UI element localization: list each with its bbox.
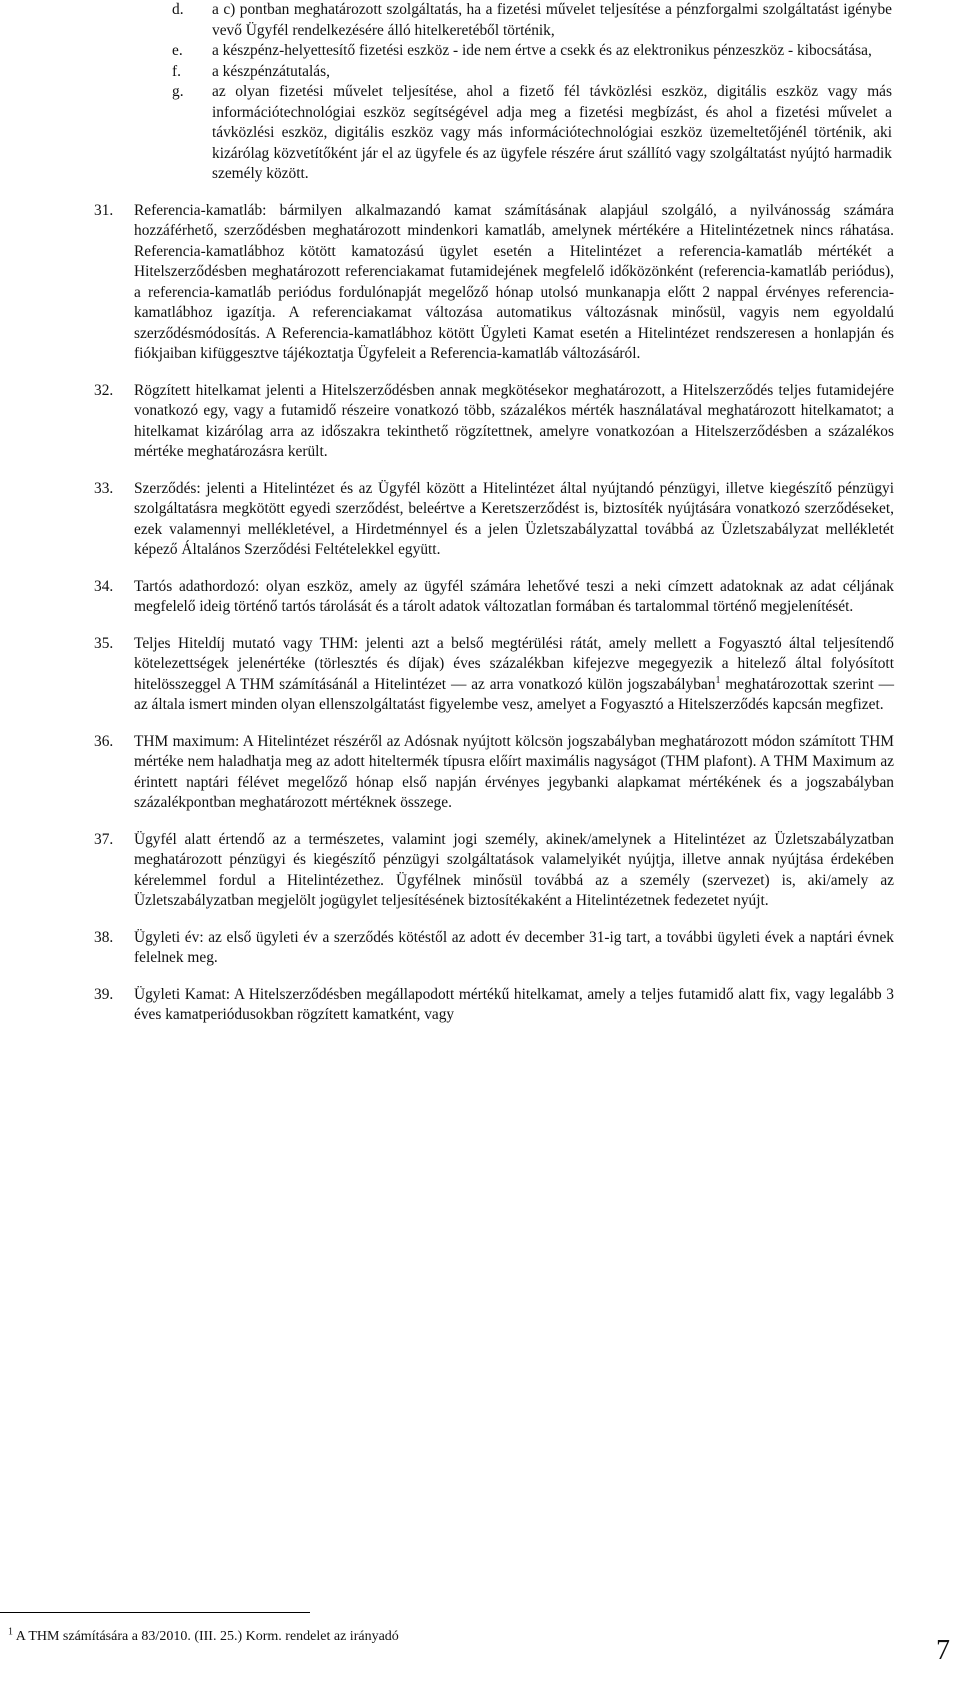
item-text: Ügyleti év: az első ügyleti év a szerződés kötéstől az adott év december 31-ig tart, a további ügyleti évek a naptári évnek felelnek meg. (134, 928, 894, 966)
item-text: Rögzített hitelkamat jelenti a Hitelszerződésben annak megkötésekor meghatározott, a Hitelszerződés teljes futamidejére vonatkozó egy, vagy a futamidő részeire vonatkozó több, százalékos mérték használatával meghatározott hitelkamatot; a hitelkamat kizárólag arra az időszakra tekinthető rögzítettnek, amelyre vonatkozóan a Hitelszerződésben a százalékos mértéke meghatározásra került. (134, 381, 894, 460)
item-number: 32. (94, 381, 114, 399)
definition-item-31 (94, 201, 894, 365)
page-number: 7 (936, 1635, 950, 1666)
definition-item-36 (94, 732, 894, 814)
definition-item-35 (94, 634, 894, 716)
item-number: 35. (94, 634, 114, 652)
sub-item-letter: d. (172, 1, 184, 18)
footnote-reference: 1 (715, 674, 721, 686)
sub-item-text: a c) pontban meghatározott szolgáltatás, ha a fizetési művelet teljesítése a pénzforgalmi szolgáltatást igénybe vevő Ügyfél rendelkezésére álló hitelkeretéből történik, (212, 1, 892, 39)
item-text: Ügyleti Kamat: A Hitelszerződésben megállapodott mértékű hitelkamat, amely a teljes futamidő alatt fix, vagy legalább 3 éves kamatperiódusokban rögzített kamatként, vagy (134, 985, 894, 1023)
footnote-mark: 1 (8, 1626, 13, 1638)
item-number: 39. (94, 985, 114, 1003)
sub-item-g (172, 82, 892, 185)
footnote-separator (0, 1612, 310, 1613)
item-text: Ügyfél alatt értendő az a természetes, valamint jogi személy, akinek/amelynek a Hitelintézet az Üzletszabályzatban meghatározott pénzügyi és kiegészítő pénzügyi szolgáltatások valamelyikét nyújtja, illetve annak nyújtása érdekében kérelemmel fordul a Hitelintézethez. Ügyfélnek minősül továbbá az a személy (szervezet) is, aki/amely az Üzletszabályzatban megjelölt jogügylet teljesítésének biztosítékaként a Hitelintézetnek fedezetet nyújt. (134, 830, 894, 909)
sub-item-letter: e. (172, 42, 183, 59)
definition-item-38 (94, 928, 894, 969)
item-number: 33. (94, 479, 114, 497)
definition-item-37 (94, 830, 894, 912)
item-number: 31. (94, 201, 114, 219)
sub-item-f (172, 62, 892, 83)
sub-item-text: a készpénzátutalás, (212, 62, 330, 80)
sub-item-letter: f. (172, 62, 181, 80)
sub-item-list (172, 0, 892, 185)
item-text-before: Teljes Hiteldíj mutató vagy THM: jelenti azt a belső megtérülési rátát, amely mellett a Fogyasztó által teljesítendő kötelezettségek jelenértéke (törlesztés és díjak) éves százalékban kifejezve megegyezik a hitelező által folyósított hitelösszeggel A THM számításánál a Hitelintézet — az arra vonatkozó külön jogszabályban (134, 634, 894, 693)
footnote-text: A THM számítására a 83/2010. (III. 25.) Korm. rendelet az irányadó (13, 1629, 399, 1644)
sub-item-e (172, 41, 892, 62)
item-number: 38. (94, 928, 114, 946)
item-number: 36. (94, 732, 114, 750)
definition-item-39 (94, 985, 894, 1026)
item-text: Referencia-kamatláb: bármilyen alkalmazandó kamat számításának alapjául szolgáló, a nyilvánosság számára hozzáférhető, szerződésben meghatározott mindenkori kamatláb, amelynek mértékére a Hitelintézetnek nincs ráhatása. Referencia-kamatlábhoz kötött kamatozású ügylet esetén a Hitelintézet a referencia-kamatláb mértékét a Hitelszerződésben meghatározott referenciakamat futamidejének megfelelő időközönként (referencia-kamatláb periódus), a referencia-kamatláb periódus fordulónapját megelőző hónap utolsó munkanapja előtt 2 nappal érvényes referencia-kamatlábhoz igazítja. A referenciakamat változása automatikus változásnak minősül, vagyis nem egyoldalú szerződésmódosítás. A Referencia-kamatlábhoz kötött Ügyleti Kamat esetén a Hitelintézet rendszeresen a honlapján és fiókjaiban kifüggesztve tájékoztatja Ügyfeleit a Referencia-kamatláb változásáról. (134, 201, 894, 362)
item-text: THM maximum: A Hitelintézet részéről az Adósnak nyújtott kölcsön jogszabályban meghatározott módon számított THM mértéke nem haladhatja meg az adott hiteltermék típusra előírt maximális nagyságot (THM plafont). A THM Maximum az érintett naptári félévet megelőző hónap első napján érvényes jegybanki alapkamat mértékének és a jogszabályban százalékpontban meghatározott mértéknek összege. (134, 732, 894, 811)
sub-item-text: a készpénz-helyettesítő fizetési eszköz - ide nem értve a csekk és az elektronikus pénzeszköz - kibocsátása, (212, 42, 872, 59)
definition-item-34 (94, 577, 894, 618)
definition-item-33 (94, 479, 894, 561)
item-number: 34. (94, 577, 114, 595)
item-text: Szerződés: jelenti a Hitelintézet és az Ügyfél között a Hitelintézet által nyújtandó pénzügyi, illetve kiegészítő pénzügyi szolgáltatásra megkötött egyedi szerződést, beleértve a Keretszerződést is, biztosíték nyújtására vonatkozó szerződéseket, ezek valamennyi mellékletével, a Hirdetménnyel és a jelen Üzletszabályzattal továbbá az Üzletszabályzat mellékletét képező Általános Szerződési Feltételekkel együtt. (134, 479, 894, 558)
sub-item-text: az olyan fizetési művelet teljesítése, ahol a fizető fél távközlési eszköz, digitális eszköz vagy más információtechnológiai eszköz segítségével adja meg a fizetési megbízást, és ahol a fizetési művelet a távközlési eszköz, digitális eszköz vagy más információtechnológiai eszköz üzemeltetőjénél történik, aki kizárólag közvetítőként jár el az ügyfele és az ügyfele részére árut szállító vagy szolgáltatást nyújtó harmadik személy között. (212, 83, 892, 182)
sub-item-d (172, 0, 892, 41)
item-text-after: meghatározottak szerint — az általa ismert minden olyan ellenszolgáltatást figyelembe vesz, amelyet a Fogyasztó a Hitelszerződés kapcsán megfizet. (134, 675, 894, 713)
definition-item-32 (94, 381, 894, 463)
item-text: Tartós adathordozó: olyan eszköz, amely az ügyfél számára lehetővé teszi a neki címzett adatoknak az adat céljának megfelelő ideig történő tartós tárolását és a tárolt adatok változatlan formában és tartalommal történő megjelenítését. (134, 577, 894, 615)
item-number: 37. (94, 830, 114, 848)
sub-item-letter: g. (172, 83, 184, 100)
footnote (8, 1628, 399, 1646)
